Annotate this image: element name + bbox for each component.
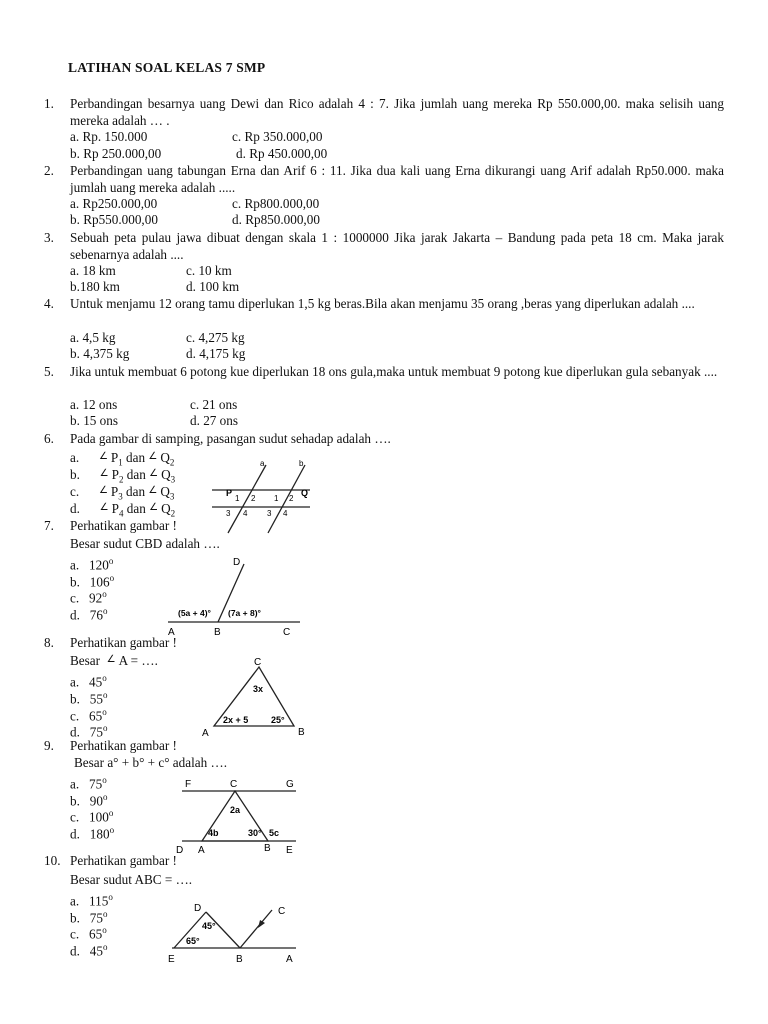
option-c[interactable]: c. 100$^o$ [70, 808, 114, 825]
label-C: C [283, 627, 291, 638]
angle-icon: ∠ [98, 451, 108, 462]
option-a[interactable]: a. 12 ons [70, 397, 118, 412]
label-C: C [254, 657, 262, 668]
label-a: a [260, 459, 265, 468]
option-b[interactable]: b. Rp 250.000,00 [70, 146, 162, 161]
option-d[interactable]: d. 75$^o$ [70, 723, 108, 740]
angle-icon: ∠ [98, 485, 108, 496]
label-D: D [194, 903, 202, 914]
label-A: A [202, 728, 209, 739]
question-text: Perbandingan uang tabungan Erna dan Arif 6 : 11. Jika dua kali uang Erna dikurangi uang Arif adalah Rp50.000. maka jumlah uang mereka adalah ..... [70, 163, 724, 195]
angle-q2: 2 [289, 494, 294, 503]
option-b[interactable]: b.180 km [70, 279, 120, 294]
question-number: 3. [44, 230, 54, 245]
option-b[interactable]: b. 90$^o$ [70, 792, 108, 809]
question-number: 1. [44, 96, 54, 111]
angle-icon: ∠ [149, 468, 159, 479]
angle-q1: 1 [274, 494, 279, 503]
question-text: Pada gambar di samping, pasangan sudut sehadap adalah …. [70, 431, 391, 446]
question-text: Perhatikan gambar ! [70, 853, 177, 868]
question-subtext: Besar sudut CBD adalah …. [70, 536, 220, 551]
angle-right: 25° [271, 715, 285, 725]
option-d[interactable]: d. 27 ons [190, 413, 238, 428]
option-d[interactable]: d. ∠ $P_4$ dan ∠ $Q_2$ [70, 501, 176, 519]
question-subtext: Besar ∠ A = …. [70, 653, 158, 668]
angle-p1: 1 [235, 494, 240, 503]
angle-icon: ∠ [99, 468, 109, 479]
option-a[interactable]: a. 75$^o$ [70, 775, 107, 792]
option-b[interactable]: b. 106$^o$ [70, 573, 115, 590]
label-D: D [233, 557, 241, 568]
angle-left: 4b [208, 828, 219, 838]
angle-icon: ∠ [148, 485, 158, 496]
question-subtext: Besar sudut ABC = …. [70, 872, 193, 887]
label-B: B [298, 727, 305, 738]
option-a[interactable]: a. Rp250.000,00 [70, 196, 158, 211]
option-d[interactable]: d. 45$^o$ [70, 942, 108, 959]
question-text: Perhatikan gambar ! [70, 518, 177, 533]
option-d[interactable]: d. 180$^o$ [70, 825, 115, 842]
label-A: A [198, 845, 205, 856]
angle-p2: 2 [251, 494, 256, 503]
label-D: D [176, 845, 184, 856]
question-number: 7. [44, 518, 54, 533]
angle-top: 2a [230, 805, 241, 815]
angle-top: 45° [202, 921, 216, 931]
option-a[interactable]: a. Rp. 150.000 [70, 129, 148, 144]
option-c[interactable]: c. 10 km [186, 263, 232, 278]
option-a[interactable]: a. 18 km [70, 263, 116, 278]
option-a[interactable]: a. 115$^o$ [70, 892, 113, 909]
option-c[interactable]: c. 65$^o$ [70, 707, 107, 724]
angle-icon: ∠ [106, 654, 116, 665]
option-b[interactable]: b. Rp550.000,00 [70, 212, 158, 227]
angle-icon: ∠ [99, 502, 109, 513]
figure-parallel-triangle [172, 775, 302, 857]
page-title: LATIHAN SOAL KELAS 7 SMP [68, 60, 266, 75]
angle-left: 2x + 5 [223, 715, 249, 725]
option-c[interactable]: c. 4,275 kg [186, 330, 245, 345]
option-a[interactable]: a. 120$^o$ [70, 556, 114, 573]
question-number: 4. [44, 296, 54, 311]
label-P: P [226, 488, 233, 498]
question-number: 5. [44, 364, 54, 379]
label-A: A [286, 954, 293, 965]
question-subtext: Besar a° + b° + c° adalah …. [74, 755, 227, 770]
option-c[interactable]: c. ∠ $P_3$ dan ∠ $Q_3$ [70, 484, 175, 502]
angle-q3: 3 [267, 509, 272, 518]
question-number: 8. [44, 635, 54, 650]
angle-mid: 30° [248, 828, 262, 838]
label-A: A [168, 627, 175, 638]
option-c[interactable]: c. 92$^o$ [70, 589, 107, 606]
arrow-icon [258, 920, 265, 928]
label-b: b [299, 459, 304, 468]
option-d[interactable]: d. 100 km [186, 279, 240, 294]
figure-straight-angle [166, 554, 306, 640]
label-E: E [168, 954, 175, 965]
option-d[interactable]: d. Rp850.000,00 [232, 212, 320, 227]
label-G: G [286, 779, 294, 790]
option-c[interactable]: c. 65$^o$ [70, 925, 107, 942]
label-F: F [185, 779, 192, 790]
angle-p4: 4 [243, 509, 248, 518]
angle-icon: ∠ [148, 451, 158, 462]
angle-left: (5a + 4)° [178, 608, 211, 618]
question-number: 2. [44, 163, 54, 178]
figure-reflection [164, 898, 304, 968]
option-c[interactable]: c. Rp 350.000,00 [232, 129, 323, 144]
option-a[interactable]: a. ∠ $P_1$ dan ∠ $Q_2$ [70, 450, 175, 468]
option-a[interactable]: a. 45$^o$ [70, 673, 107, 690]
question-text: Perbandingan besarnya uang Dewi dan Rico adalah 4 : 7. Jika jumlah uang mereka Rp 550.000,00. maka selisih uang mereka adalah … . [70, 96, 724, 128]
angle-right: 5c [269, 828, 280, 838]
option-b[interactable]: b. 75$^o$ [70, 909, 108, 926]
option-d[interactable]: d. Rp 450.000,00 [236, 146, 328, 161]
option-b[interactable]: b. 4,375 kg [70, 346, 130, 361]
question-text: Perhatikan gambar ! [70, 635, 177, 650]
question-text: Sebuah peta pulau jawa dibuat dengan skala 1 : 1000000 Jika jarak Jakarta – Bandung pada peta 18 cm. Maka jarak sebenarnya adalah .... [70, 230, 724, 262]
angle-top: 3x [253, 684, 264, 694]
ray-bc [240, 910, 272, 948]
angle-bottom: 65° [186, 936, 200, 946]
angle-p3: 3 [226, 509, 231, 518]
angle-icon: ∠ [149, 502, 159, 513]
label-C: C [278, 906, 286, 917]
option-c[interactable]: c. Rp800.000,00 [232, 196, 320, 211]
option-b[interactable]: b. 55$^o$ [70, 690, 108, 707]
label-E: E [286, 845, 293, 856]
question-text: Untuk menjamu 12 orang tamu diperlukan 1,5 kg beras.Bila akan menjamu 35 orang ,beras yang diperlukan adalah .... [70, 296, 695, 311]
option-a[interactable]: a. 4,5 kg [70, 330, 116, 345]
option-d[interactable]: d. 4,175 kg [186, 346, 246, 361]
question-text: Jika untuk membuat 6 potong kue diperlukan 18 ons gula,maka untuk membuat 9 potong kue diperlukan gula sebanyak .... [70, 364, 718, 379]
option-b[interactable]: b. ∠ $P_2$ dan ∠ $Q_3$ [70, 467, 176, 485]
label-C: C [230, 779, 238, 790]
label-B: B [214, 627, 221, 638]
label-B: B [264, 843, 271, 854]
question-number: 6. [44, 431, 54, 446]
option-d[interactable]: d. 76$^o$ [70, 606, 108, 623]
angle-right: (7a + 8)° [228, 608, 261, 618]
label-Q: Q [301, 488, 309, 498]
question-text: Perhatikan gambar ! [70, 738, 177, 753]
label-B: B [236, 954, 243, 965]
angle-q4: 4 [283, 509, 288, 518]
question-number: 9. [44, 738, 54, 753]
question-number: 10. [44, 853, 61, 868]
figure-triangle [200, 654, 315, 740]
option-b[interactable]: b. 15 ons [70, 413, 118, 428]
option-c[interactable]: c. 21 ons [190, 397, 238, 412]
